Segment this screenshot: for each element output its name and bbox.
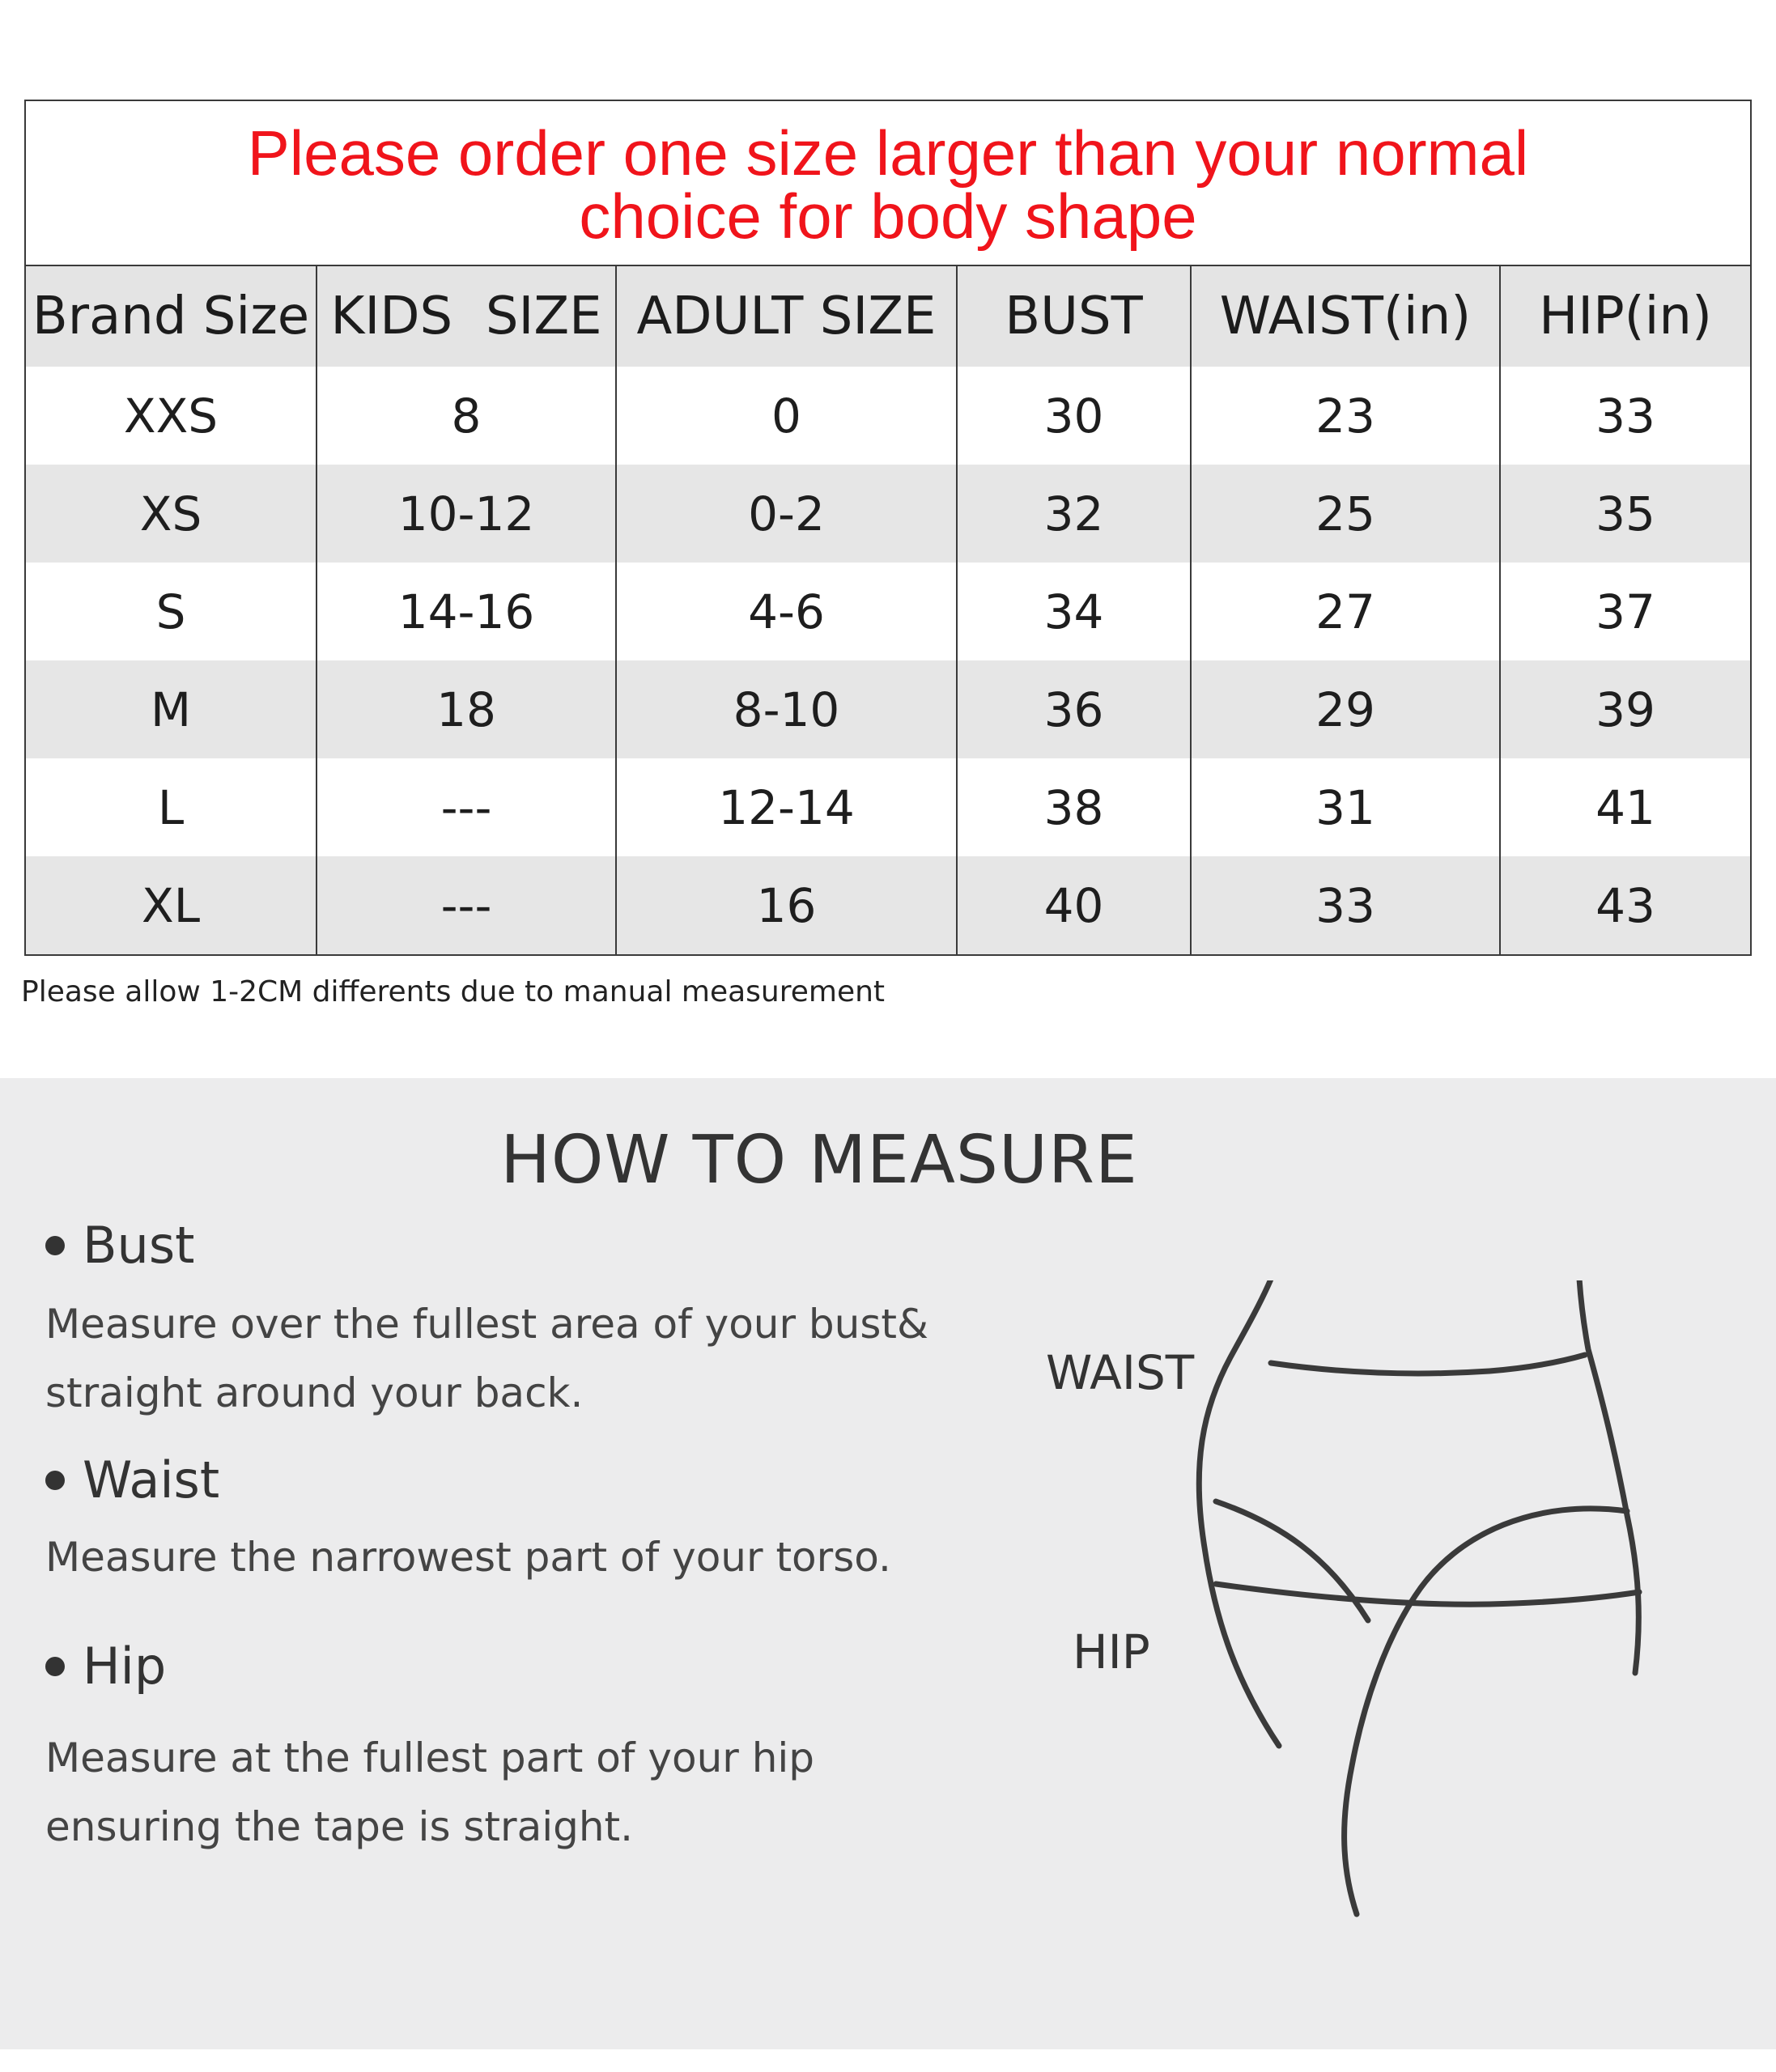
table-cell: 25 xyxy=(1190,465,1499,563)
table-cell: 34 xyxy=(956,563,1190,660)
section-title: HOW TO MEASURE xyxy=(500,1122,1138,1199)
header-kids-size: KIDS SIZE xyxy=(316,266,615,367)
table-cell: 41 xyxy=(1499,758,1750,856)
table-cell: 8-10 xyxy=(615,660,956,758)
bullet-dot-icon xyxy=(45,1657,65,1676)
table-cell: 32 xyxy=(956,465,1190,563)
body-outline-figure xyxy=(1036,1280,1684,1928)
waist-heading xyxy=(45,1450,219,1509)
table-cell: 29 xyxy=(1190,660,1499,758)
table-cell: 8 xyxy=(316,367,615,465)
header-adult-size: ADULT SIZE xyxy=(615,266,956,367)
hip-heading-text: Hip xyxy=(83,1637,167,1696)
table-cell: 40 xyxy=(956,856,1190,954)
table-cell: 36 xyxy=(956,660,1190,758)
hip-instructions xyxy=(45,1724,814,1862)
hip-figure-label: HIP xyxy=(1073,1624,1150,1679)
order-notice-line-2: choice for body shape xyxy=(579,180,1197,252)
size-grid xyxy=(26,266,1750,954)
table-cell: --- xyxy=(316,758,615,856)
table-cell: 4-6 xyxy=(615,563,956,660)
header-hip: HIP(in) xyxy=(1499,266,1750,367)
right-torso-outline xyxy=(1578,1280,1639,1673)
table-cell: 31 xyxy=(1190,758,1499,856)
right-inner-curve xyxy=(1345,1509,1627,1914)
table-cell: 0 xyxy=(615,367,956,465)
table-cell: M xyxy=(26,660,316,758)
table-cell: XL xyxy=(26,856,316,954)
waist-tape-line xyxy=(1271,1355,1585,1374)
waist-line-1: Measure the narrowest part of your torso. xyxy=(45,1534,891,1581)
waist-figure-label: WAIST xyxy=(1046,1345,1195,1400)
table-cell: 0-2 xyxy=(615,465,956,563)
hip-heading xyxy=(45,1637,166,1696)
table-cell: 33 xyxy=(1190,856,1499,954)
table-cell: 16 xyxy=(615,856,956,954)
hip-tape-line xyxy=(1216,1584,1639,1604)
table-cell: 18 xyxy=(316,660,615,758)
waist-heading-text: Waist xyxy=(83,1450,220,1509)
table-cell: 12-14 xyxy=(615,758,956,856)
header-waist: WAIST(in) xyxy=(1190,266,1499,367)
bust-line-1: Measure over the fullest area of your bust& xyxy=(45,1301,928,1348)
table-cell: S xyxy=(26,563,316,660)
bust-heading-text: Bust xyxy=(83,1216,195,1275)
waist-instructions xyxy=(45,1523,891,1592)
table-cell: 43 xyxy=(1499,856,1750,954)
table-cell: 30 xyxy=(956,367,1190,465)
how-to-measure-section xyxy=(0,1078,1776,2049)
table-cell: 33 xyxy=(1499,367,1750,465)
bust-line-2: straight around your back. xyxy=(45,1369,584,1416)
header-bust: BUST xyxy=(956,266,1190,367)
table-cell: 35 xyxy=(1499,465,1750,563)
bust-heading xyxy=(45,1216,194,1275)
order-notice xyxy=(26,101,1750,266)
size-chart-table xyxy=(24,100,1752,956)
table-cell: 14-16 xyxy=(316,563,615,660)
bust-instructions xyxy=(45,1290,928,1428)
table-cell: XXS xyxy=(26,367,316,465)
measurement-tolerance-note: Please allow 1-2CM differents due to manual measurement xyxy=(21,975,886,1008)
header-brand-size: Brand Size xyxy=(26,266,316,367)
table-cell: 23 xyxy=(1190,367,1499,465)
table-cell: XS xyxy=(26,465,316,563)
bullet-dot-icon xyxy=(45,1236,65,1255)
table-cell: 38 xyxy=(956,758,1190,856)
table-cell: 27 xyxy=(1190,563,1499,660)
order-notice-line-1: Please order one size larger than your normal xyxy=(247,117,1529,189)
hip-line-1: Measure at the fullest part of your hip xyxy=(45,1734,815,1781)
hip-line-2: ensuring the tape is straight. xyxy=(45,1803,634,1850)
left-inner-curve xyxy=(1216,1501,1368,1620)
table-cell: L xyxy=(26,758,316,856)
table-cell: 10-12 xyxy=(316,465,615,563)
bullet-dot-icon xyxy=(45,1471,65,1490)
table-cell: 37 xyxy=(1499,563,1750,660)
table-cell: 39 xyxy=(1499,660,1750,758)
table-cell: --- xyxy=(316,856,615,954)
